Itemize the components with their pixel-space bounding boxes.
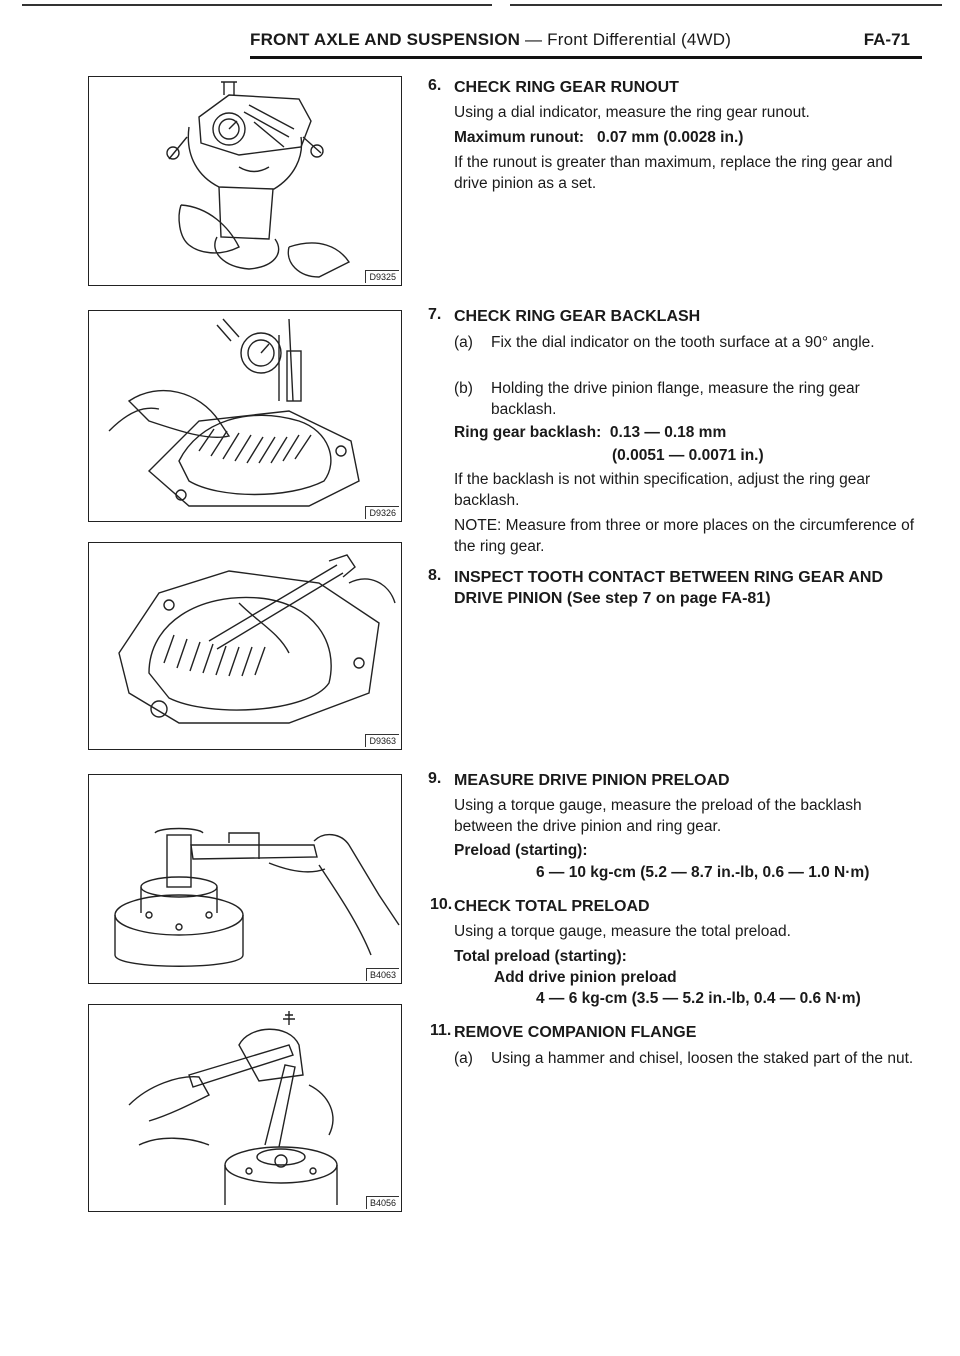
step-6-text: Using a dial indicator, measure the ring gear runout. (454, 104, 810, 121)
step-6-note: If the runout is greater than maximum, replace the ring gear and drive pinion as a set. (454, 154, 893, 192)
header-rule (250, 56, 922, 59)
step-7-spec (454, 422, 726, 443)
tooth-contact-brush-illustration (89, 543, 401, 749)
step-6-spec (454, 127, 743, 148)
sub-label: (a) (454, 1050, 473, 1067)
hammer-chisel-illustration (89, 1005, 401, 1211)
subsection-title: Front Differential (4WD) (547, 30, 732, 49)
step-heading: INSPECT TOOTH CONTACT BETWEEN RING GEAR AND DRIVE PINION (See step 7 on page FA-81) (454, 569, 884, 607)
figure-code: D9325 (365, 270, 399, 283)
step-9-text: Using a torque gauge, measure the preload of the backlash between the drive pinion and ring gear. (454, 797, 862, 835)
section-title: FRONT AXLE AND SUSPENSION (250, 30, 521, 49)
dial-indicator-runout-illustration (89, 77, 401, 285)
step-9-spec-label (454, 840, 587, 861)
spec-value: 0.13 — 0.18 mm (609, 424, 727, 441)
figure-code: B4056 (366, 1196, 399, 1209)
spec-value: (0.0051 — 0.0071 in.) (612, 447, 764, 464)
sub-text: Using a hammer and chisel, loosen the staked part of the nut. (491, 1050, 914, 1067)
figure-backlash (88, 310, 402, 522)
spec-text: Add drive pinion preload (494, 969, 677, 986)
figure-code: B4063 (366, 968, 399, 981)
step-heading: CHECK TOTAL PRELOAD (454, 898, 650, 915)
figure-runout (88, 76, 402, 286)
sub-label: (b) (454, 380, 473, 397)
step-number: 11. (430, 1022, 452, 1039)
figure-tooth-contact (88, 542, 402, 750)
sub-label: (a) (454, 334, 473, 351)
step-7-text: If the backlash is not within specification, adjust the ring gear backlash. (454, 471, 871, 509)
page-title (250, 30, 731, 50)
top-rule (22, 4, 942, 7)
step-10-spec-line2 (494, 967, 677, 988)
step-9-spec-value (536, 862, 869, 883)
dial-indicator-backlash-illustration (89, 311, 401, 521)
step-number: 9. (428, 770, 442, 787)
figure-hammer-chisel (88, 1004, 402, 1212)
sub-text: Fix the dial indicator on the tooth surface at a 90° angle. (491, 334, 875, 351)
step-heading: REMOVE COMPANION FLANGE (454, 1024, 697, 1041)
spec-label: Total preload (starting): (454, 948, 627, 965)
figure-code: D9363 (365, 734, 399, 747)
step-number: 8. (428, 567, 442, 584)
step-10-spec-value (536, 988, 861, 1009)
step-7-spec-imperial (612, 445, 764, 466)
top-rule-left (22, 4, 492, 6)
spec-value: 4 — 6 kg-cm (3.5 — 5.2 in.-lb, 0.4 — 0.6 N·m) (536, 990, 861, 1007)
step-10-spec-label (454, 946, 627, 967)
step-heading: CHECK RING GEAR RUNOUT (454, 79, 679, 96)
spec-value: 6 — 10 kg-cm (5.2 — 8.7 in.-lb, 0.6 — 1.0 N·m) (536, 864, 870, 881)
top-rule-right (510, 4, 942, 6)
step-number: 6. (428, 77, 442, 94)
step-heading: MEASURE DRIVE PINION PRELOAD (454, 772, 730, 789)
spec-label: Preload (starting): (454, 842, 588, 859)
step-7-note: NOTE: Measure from three or more places on the circumference of the ring gear. (454, 517, 915, 555)
step-number: 7. (428, 306, 442, 323)
step-number: 10. (430, 896, 453, 913)
step-heading: CHECK RING GEAR BACKLASH (454, 308, 701, 325)
torque-gauge-illustration (89, 775, 401, 983)
figure-code: D9326 (365, 506, 399, 519)
spec-value: 0.07 mm (0.0028 in.) (596, 129, 744, 146)
page-number: FA-71 (863, 30, 910, 49)
figure-torque-gauge (88, 774, 402, 984)
spec-label: Ring gear backlash: (454, 424, 602, 441)
sub-text: Holding the drive pinion flange, measure the ring gear backlash. (491, 380, 860, 418)
title-dash: — (520, 30, 548, 49)
spec-label: Maximum runout: (454, 129, 585, 146)
step-10-text: Using a torque gauge, measure the total preload. (454, 923, 791, 940)
